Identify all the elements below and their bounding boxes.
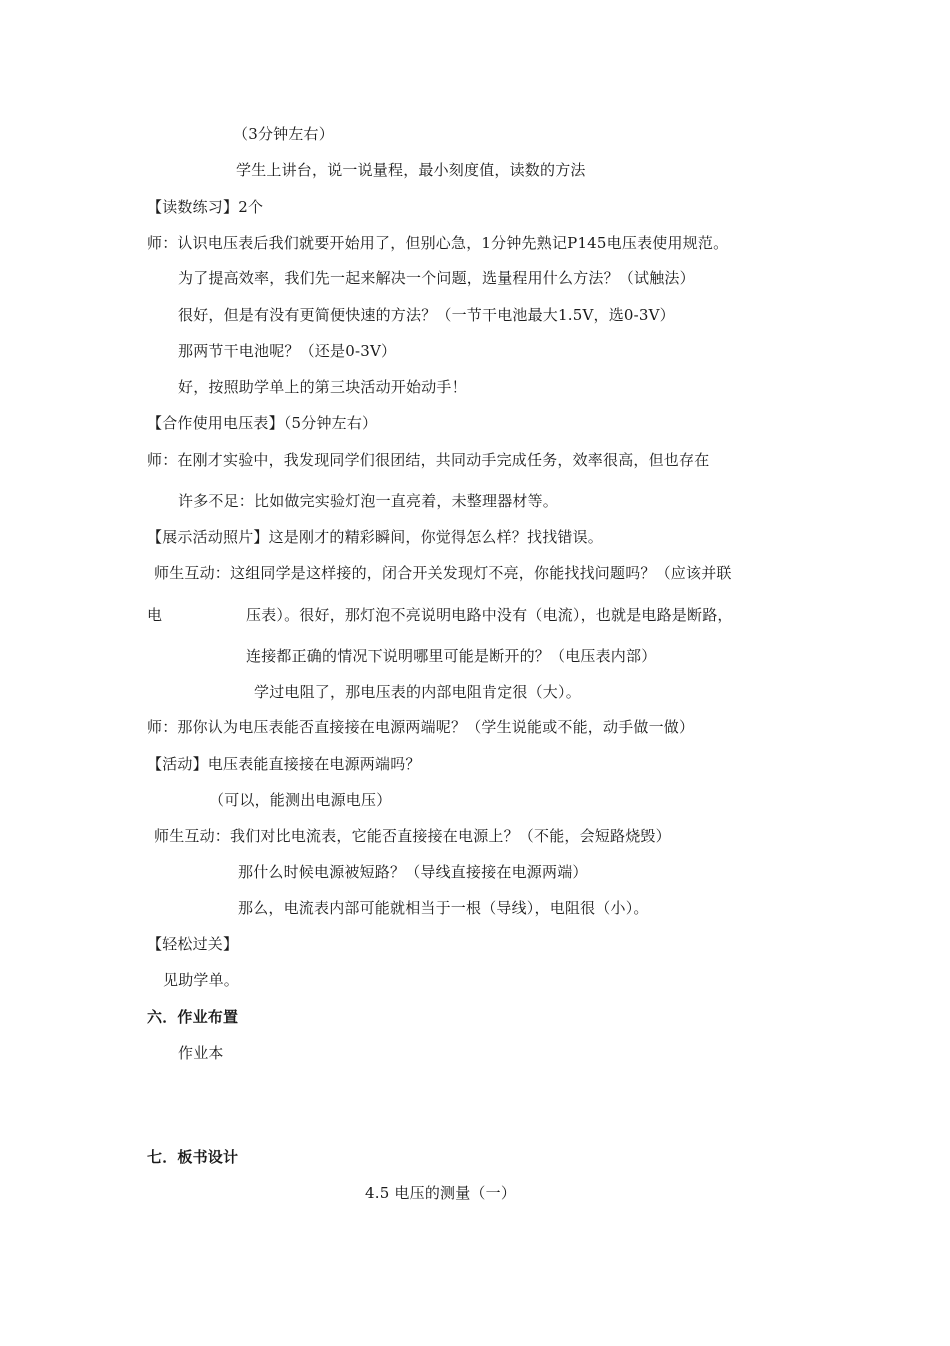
text-line: 那么，电流表内部可能就相当于一根（导线），电阻很（小）。 bbox=[238, 899, 649, 917]
text-line: 见助学单。 bbox=[163, 971, 240, 989]
text-line: 那什么时候电源被短路？（导线直接接在电源两端） bbox=[238, 863, 588, 881]
chapter-heading: 七．板书设计 bbox=[147, 1148, 239, 1166]
chapter-heading: 六．作业布置 bbox=[147, 1008, 239, 1026]
text-line: 好，按照助学单上的第三块活动开始动手！ bbox=[178, 378, 467, 396]
text-line: （可以，能测出电源电压） bbox=[209, 791, 392, 809]
text-line: 作业本 bbox=[178, 1044, 224, 1062]
text-line: 师：那你认为电压表能否直接接在电源两端呢？（学生说能或不能，动手做一做） bbox=[147, 718, 695, 736]
text-line: 连接都正确的情况下说明哪里可能是断开的？（电压表内部） bbox=[246, 647, 657, 665]
section-heading: 【轻松过关】 bbox=[147, 935, 239, 953]
text-line: 学生上讲台，说一说量程，最小刻度值，读数的方法 bbox=[236, 161, 586, 179]
text-line: 电 bbox=[147, 606, 163, 624]
text-line: 许多不足：比如做完实验灯泡一直亮着，未整理器材等。 bbox=[178, 492, 559, 510]
text-line: 那两节干电池呢？（还是0-3V） bbox=[178, 342, 397, 360]
text-line: 压表）。很好，那灯泡不亮说明电路中没有（电流），也就是电路是断路， bbox=[246, 606, 733, 624]
section-heading: 【活动】电压表能直接接在电源两端吗？ bbox=[147, 755, 421, 773]
text-line: 师：认识电压表后我们就要开始用了，但别心急，1分钟先熟记P145电压表使用规范。 bbox=[147, 234, 729, 252]
section-heading: 【展示活动照片】这是刚才的精彩瞬间，你觉得怎么样？找找错误。 bbox=[147, 528, 604, 546]
section-heading: 【合作使用电压表】（5分钟左右） bbox=[147, 414, 378, 432]
section-heading: 【读数练习】2个 bbox=[147, 198, 264, 216]
text-line: 师：在刚才实验中，我发现同学们很团结，共同动手完成任务，效率很高，但也存在 bbox=[147, 451, 710, 469]
text-line: 师生互动：这组同学是这样接的，闭合开关发现灯不亮，你能找找问题吗？（应该并联 bbox=[154, 564, 732, 582]
text-line: 师生互动：我们对比电流表，它能否直接接在电源上？（不能，会短路烧毁） bbox=[154, 827, 671, 845]
text-line: （3分钟左右） bbox=[233, 125, 334, 143]
text-line: 为了提高效率，我们先一起来解决一个问题，选量程用什么方法？（试触法） bbox=[178, 269, 695, 287]
board-title: 4.5 电压的测量（一） bbox=[365, 1184, 517, 1202]
text-line: 学过电阻了，那电压表的内部电阻肯定很（大）。 bbox=[254, 683, 581, 701]
text-line: 很好，但是有没有更简便快速的方法？（一节干电池最大1.5V，选0-3V） bbox=[178, 306, 675, 324]
